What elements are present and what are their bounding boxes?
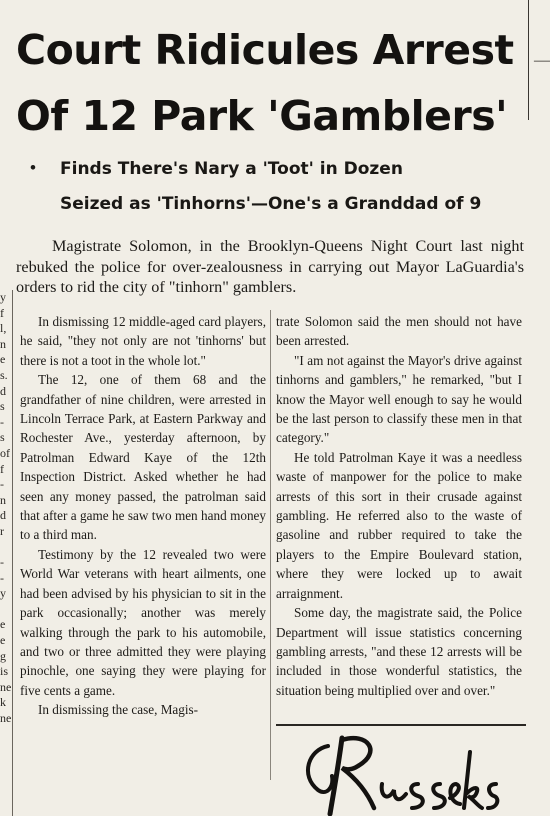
column-paragraph: "I am not against the Mayor's drive against tinhorns and gamblers," he remarked, "but I know the Mayor well enough to say he would be the last person to classify these men in that category." bbox=[276, 352, 522, 446]
column-divider bbox=[270, 310, 271, 780]
column-paragraph: Some day, the magistrate said, the Police Department will issue statistics concerning gambling arrests, "and these 12 arrests will be included in those wonderful statistics, the situation being multiplied over and over." bbox=[276, 605, 522, 698]
column-paragraph: He told Patrolman Kaye it was a needless waste of manpower for the police to make arrests of this sort in their crusade against gambling. He referred also to the waste of gasoline and rubber required to take the players to the Empire Boulevard station, where they were locked up to await arraignment. bbox=[276, 449, 522, 601]
headline-line-2: Of 12 Park 'Gamblers' bbox=[16, 92, 508, 140]
article-column-2 bbox=[276, 312, 522, 700]
lead-paragraph: Magistrate Solomon, in the Brooklyn-Queens Night Court last night rebuked the police for over-zealousness in carrying out Mayor LaGuardia's orders to rid the city of "tinhorn" gamblers. bbox=[16, 237, 524, 296]
subhead-bullet: • bbox=[30, 158, 36, 177]
left-column-rule bbox=[12, 290, 13, 816]
advertisement-rule bbox=[276, 724, 526, 726]
column-paragraph: The 12, one of them 68 and the grandfather of nine children, were arrested in Lincoln Terrace Park, at Eastern Parkway and Rochester Ave., yesterday afternoon, by Patrolman Edward Kaye of the 12th Inspection District. Asked whether he had seen any money passed, the patrolman said that after a game he saw two men hand money to a third man. bbox=[20, 372, 266, 543]
column-paragraph: trate Solomon said the men should not have been arrested. bbox=[276, 314, 522, 349]
article-column-1 bbox=[20, 312, 266, 720]
adjacent-column-fragment: y f l, n e s. d s - s of f - n d r - - y e e g is ne k ne bbox=[0, 290, 12, 726]
subhead-line-1: Finds There's Nary a 'Toot' in Dozen bbox=[60, 159, 403, 179]
russeks-logo bbox=[298, 728, 498, 816]
column-paragraph: In dismissing 12 middle-aged card players, he said, "they not only are not 'tinhorns' but there is not a toot in the whole lot." bbox=[20, 314, 266, 368]
column-paragraph: In dismissing the case, Magis- bbox=[38, 702, 199, 718]
headline-line-1: Court Ridicules Arrest bbox=[16, 26, 514, 74]
subhead-line-2: Seized as 'Tinhorns'—One's a Granddad of 9 bbox=[60, 194, 482, 214]
right-margin-mark: — bbox=[534, 52, 550, 69]
right-border-rule bbox=[528, 0, 529, 120]
column-paragraph: Testimony by the 12 revealed two were World War veterans with heart ailments, one had been advised by his physician to sit in the park occasionally; another was merely walking through the park to his automobile, and two or three admitted they were playing pinochle, one saying they were playing for five cents a game. bbox=[20, 546, 266, 698]
